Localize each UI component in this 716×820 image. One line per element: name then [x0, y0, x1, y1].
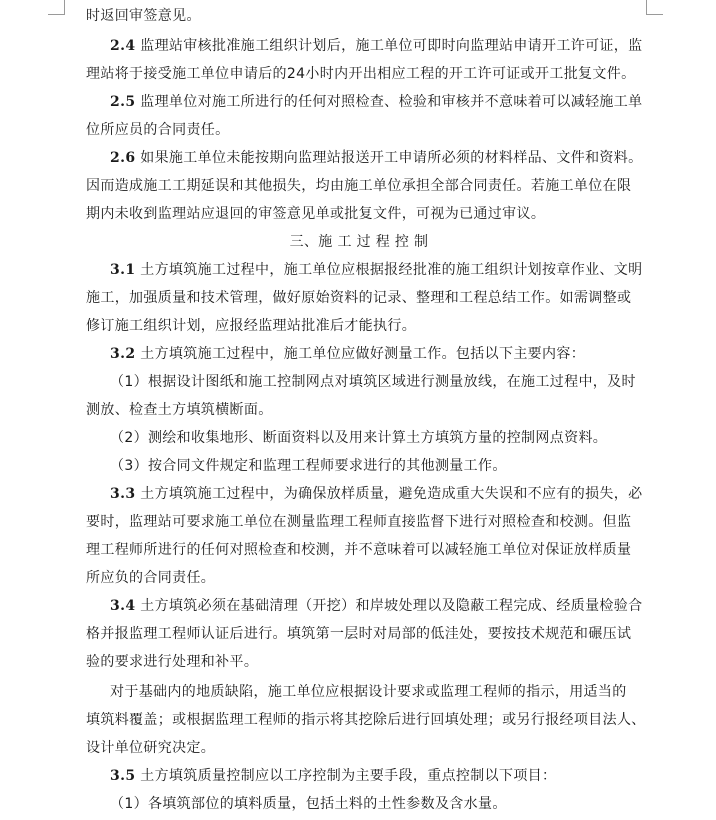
paragraph-line: 理工程师所进行的任何对照检查和校测，并不意味着可以减轻施工单位对保证放样质量 — [86, 542, 632, 558]
list-item-line: （1）各填筑部位的填料质量，包括土料的土性参数及含水量。 — [110, 796, 507, 812]
list-item-line: 测放、检查土方填筑横断面。 — [86, 402, 273, 418]
list-item-line: （2）测绘和收集地形、断面资料以及用来计算土方填筑方量的控制网点资料。 — [110, 430, 608, 446]
paragraph-line: 3.2 土方填筑施工过程中，施工单位应做好测量工作。包括以下主要内容： — [110, 346, 586, 362]
paragraph-line: 期内未收到监理站应退回的审签意见单或批复文件，可视为已通过审议。 — [86, 206, 546, 222]
paragraph-line: 2.5 监理单位对施工所进行的任何对照检查、检验和审核并不意味着可以减轻施工单 — [110, 94, 643, 110]
paragraph-line: 3.5 土方填筑质量控制应以工序控制为主要手段，重点控制以下项目： — [110, 768, 557, 784]
list-item-line: （1）根据设计图纸和施工控制网点对填筑区域进行测量放线，在施工过程中，及时 — [110, 374, 636, 390]
paragraph-line: 3.3 土方填筑施工过程中，为确保放样质量，避免造成重大失误和不应有的损失，必 — [110, 486, 643, 502]
paragraph-line: 要时，监理站可要求施工单位在测量监理工程师直接监督下进行对照检查和校测。但监 — [86, 514, 632, 530]
section-heading: 三、施 工 过 程 控 制 — [289, 234, 429, 250]
paragraph-line: 2.6 如果施工单位未能按期向监理站报送开工申请所必须的材料样品、文件和资料。 — [110, 150, 643, 166]
paragraph-line: 对于基础内的地质缺陷，施工单位应根据设计要求或监理工程师的指示，用适当的 — [110, 684, 627, 700]
paragraph-line: 填筑料覆盖；或根据监理工程师的指示将其挖除后进行回填处理；或另行报经项目法人、 — [86, 712, 646, 728]
paragraph-line: 2.4 监理站审核批准施工组织计划后，施工单位可即时向监理站申请开工许可证，监 — [110, 38, 643, 54]
paragraph-line: 3.4 土方填筑必须在基础清理（开挖）和岸坡处理以及隐蔽工程完成、经质量检验合 — [110, 598, 643, 614]
list-item-line: （3）按合同文件规定和监理工程师要求进行的其他测量工作。 — [110, 458, 507, 474]
paragraph-line: 施工，加强质量和技术管理，做好原始资料的记录、整理和工程总结工作。如需调整或 — [86, 290, 632, 306]
paragraph-line: 设计单位研究决定。 — [86, 740, 216, 756]
crop-mark-top-left — [64, 0, 65, 14]
paragraph-line: 位所应员的合同责任。 — [86, 122, 230, 138]
paragraph-line: 验的要求进行处理和补平。 — [86, 654, 259, 670]
paragraph-line: 所应负的合同责任。 — [86, 570, 216, 586]
paragraph-line: 格并报监理工程师认证后进行。填筑第一层时对局部的低洼处，要按技术规范和碾压试 — [86, 626, 632, 642]
paragraph-line: 3.1 土方填筑施工过程中，施工单位应根据报经批准的施工组织计划按章作业、文明 — [110, 262, 643, 278]
paragraph-line: 时返回审签意见。 — [86, 8, 201, 24]
paragraph-line: 修订施工组织计划，应报经监理站批准后才能执行。 — [86, 318, 417, 334]
crop-mark-top-right — [646, 14, 663, 15]
paragraph-line: 因而造成施工工期延误和其他损失，均由施工单位承担全部合同责任。若施工单位在限 — [86, 178, 632, 194]
crop-mark-top-left — [48, 14, 65, 15]
paragraph-line: 理站将于接受施工单位申请后的24小时内开出相应工程的开工许可证或开工批复文件。 — [86, 66, 636, 82]
crop-mark-top-right — [646, 0, 647, 14]
